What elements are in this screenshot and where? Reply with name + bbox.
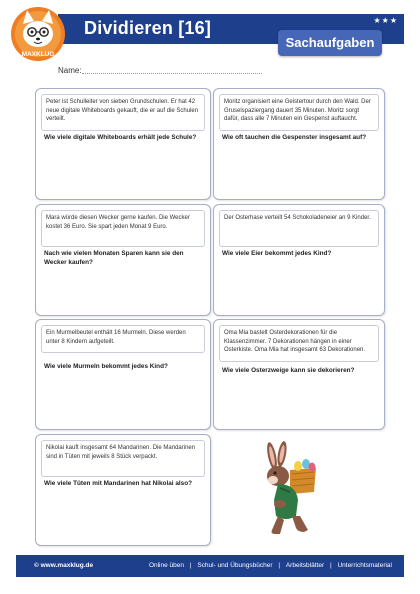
task-card <box>35 204 211 316</box>
task-story: Oma Mia bastelt Osterdekorationen für die Klassenzimmer. 7 Dekorationen hängen in einer Osterkiste. Oma Mia hat insgesamt 63 Dekorationen. <box>219 325 379 362</box>
worksheet-header <box>0 0 420 72</box>
task-card <box>35 434 211 546</box>
footer-site-link[interactable]: © www.maxklug.de <box>34 562 94 569</box>
easter-bunny-illustration <box>256 440 326 540</box>
task-card <box>35 319 211 430</box>
task-question: Wie viele Osterzweige kann sie dekorieren? <box>222 367 355 374</box>
footer-bar <box>16 555 404 577</box>
footer-links <box>147 562 394 569</box>
difficulty-stars: ★★★ <box>373 16 398 25</box>
logo-text: MAXKLUG <box>21 51 55 58</box>
task-question: Wie viele Eier bekommt jedes Kind? <box>222 250 332 257</box>
fox-logo-icon <box>10 4 66 64</box>
footer-link-books[interactable]: Schul- und Übungsbücher <box>197 562 273 569</box>
task-question: Wie viele digitale Whiteboards erhält jede Schule? <box>44 134 197 141</box>
task-question: Wie viele Tüten mit Mandarinen hat Nikolai also? <box>44 480 193 487</box>
name-line <box>82 73 262 74</box>
footer-separator: | <box>329 562 332 569</box>
page-title: Dividieren [16] <box>84 18 212 38</box>
task-card <box>35 88 211 200</box>
task-question: Nach wie vielen Monaten Sparen kann sie den Wecker kaufen? <box>44 250 184 267</box>
category-tag: Sachaufgaben <box>278 30 382 56</box>
task-story: Der Osterhase verteilt 54 Schokoladeneier an 9 Kinder. <box>219 210 379 247</box>
footer-link-material[interactable]: Unterrichtsmaterial <box>337 562 392 569</box>
task-question: Wie viele Murmeln bekommt jedes Kind? <box>44 363 168 370</box>
task-story: Peter ist Schulleiter von sieben Grundschulen. Er hat 42 neue digitale Whiteboards gekauft, die er auf die Schulen verteilt. <box>41 94 205 131</box>
name-label: Name: <box>58 66 82 75</box>
task-story: Nikolai kauft insgesamt 64 Mandarinen. Die Mandarinen sind in Tüten mit jeweils 8 Stück verpackt. <box>41 440 205 477</box>
footer-separator: | <box>278 562 281 569</box>
task-card <box>213 204 385 316</box>
task-story: Moritz organisiert eine Geistertour durch den Wald. Der Gruselspaziergang dauert 35 Minuten. Moritz sorgt dafür, dass alle 7 Minuten ein Gespenst auftaucht. <box>219 94 379 131</box>
footer-link-online[interactable]: Online üben <box>148 562 184 569</box>
task-card <box>213 88 385 200</box>
task-story: Ein Murmelbeutel enthält 16 Murmeln. Diese werden unter 8 Kindern aufgeteilt. <box>41 325 205 353</box>
task-story: Mara würde diesen Wecker gerne kaufen. Die Wecker kostet 36 Euro. Sie spart jeden Monat 9 Euro. <box>41 210 205 247</box>
task-question: Wie oft tauchen die Gespenster insgesamt auf? <box>222 134 367 141</box>
task-card <box>213 319 385 430</box>
footer-separator: | <box>189 562 192 569</box>
footer-link-worksheets[interactable]: Arbeitsblätter <box>285 562 325 569</box>
